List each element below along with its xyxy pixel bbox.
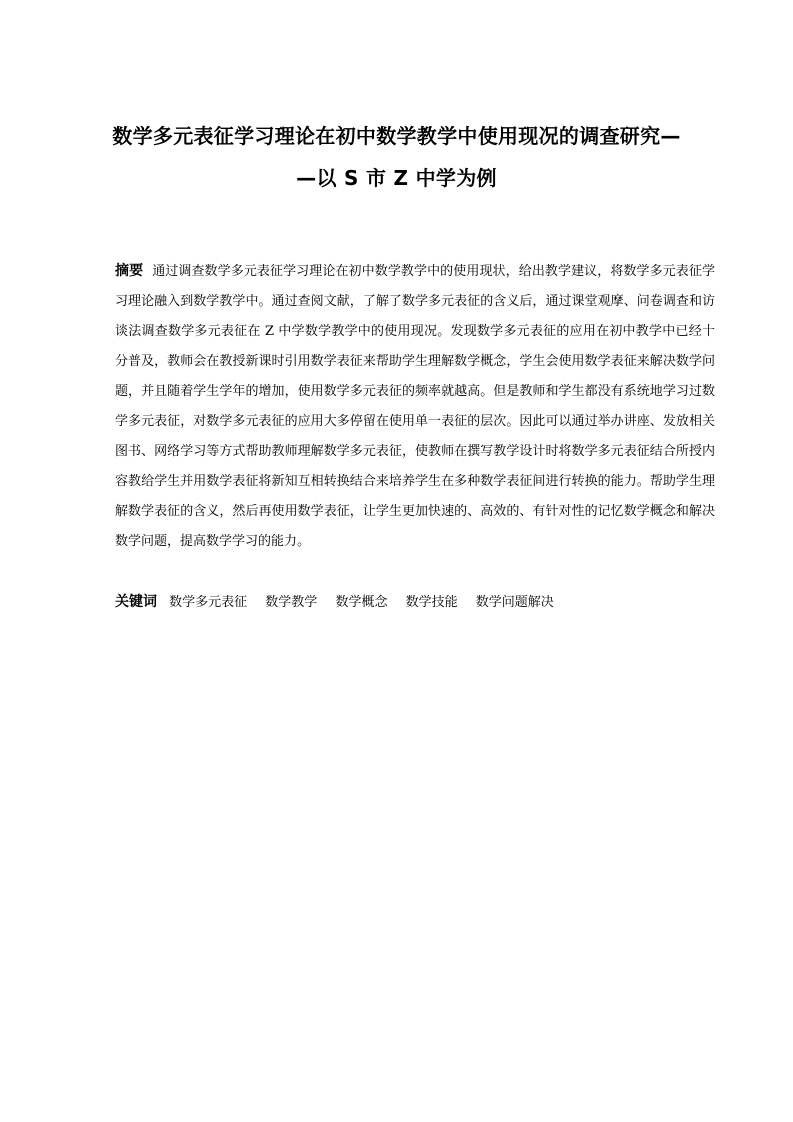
keyword: 数学技能: [405, 595, 458, 610]
paper-title-line-2: —以 S 市 Z 中学为例: [296, 166, 497, 190]
keyword: 数学教学: [265, 595, 318, 610]
keyword: 数学多元表征: [169, 595, 248, 610]
keyword: 数学概念: [335, 595, 388, 610]
paper-title-line-1: 数学多元表征学习理论在初中数学教学中使用现况的调查研究—: [112, 124, 681, 148]
keywords-line: [115, 590, 715, 615]
keywords-label: 关键词: [115, 594, 157, 610]
abstract-label: 摘要: [115, 263, 144, 279]
abstract-paragraph: [115, 256, 715, 557]
abstract-text: 通过调查数学多元表征学习理论在初中数学教学中的使用现状，给出教学建议，将数学多元表征学习理论融入到数学教学中。通过查阅文献，了解了数学多元表征的含义后，通过课堂观摩、问卷调查和访谈法调查数学多元表征在 Z 中学数学教学中的使用现况。发现数学多元表征的应用在初中教学中已经十分普及，教师会在教授新课时引用数学表征来帮助学生理解数学概念，学生会使用数学表征来解决数学问题，并且随着学生学年的增加，使用数学多元表征的频率就越高。但是教师和学生都没有系统地学习过数学多元表征，对数学多元表征的应用大多停留在使用单一表征的层次。因此可以通过举办讲座、发放相关图书、网络学习等方式帮助教师理解数学多元表征，使教师在撰写教学设计时将数学多元表征结合所授内容教给学生并用数学表征将新知互相转换结合来培养学生在多种数学表征间进行转换的能力。帮助学生理解数学表征的含义，然后再使用数学表征，让学生更加快速的、高效的、有针对性的记忆数学概念和解决数学问题，提高数学学习的能力。: [115, 264, 715, 549]
keyword: 数学问题解决: [475, 595, 554, 610]
